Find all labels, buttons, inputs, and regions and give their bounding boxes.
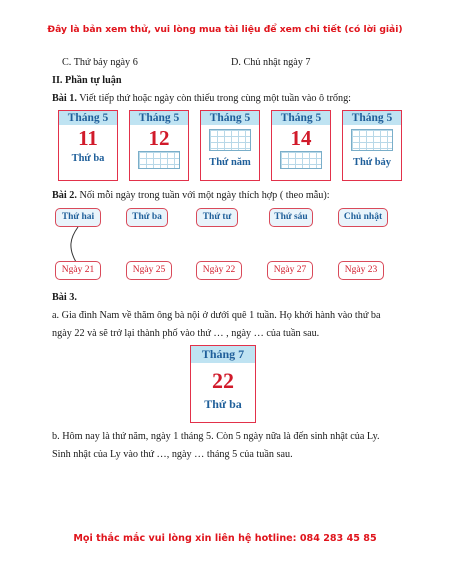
option-d: D. Chủ nhật ngày 7 <box>231 57 311 68</box>
bai1-label: Bài 1. <box>52 93 77 104</box>
card-month: Tháng 5 <box>201 111 259 125</box>
weekday-pill[interactable]: Thứ sáu <box>269 208 313 227</box>
bai3-label: Bài 3. <box>52 292 77 303</box>
card-day: Thứ bảy <box>352 157 392 168</box>
calendar-day: Thứ ba <box>204 397 242 411</box>
bai2-label: Bài 2. <box>52 190 77 201</box>
weekday-pill[interactable]: Thứ hai <box>55 208 101 227</box>
calendar-month: Tháng 7 <box>191 346 255 363</box>
preview-banner: Đây là bản xem thử, vui lòng mua tài liệu để xem chi tiết (có lời giải) <box>47 24 403 35</box>
weekday-pill[interactable]: Thứ tư <box>196 208 238 227</box>
weekday-pill[interactable]: Thứ ba <box>126 208 168 227</box>
hotline-footer: Mọi thắc mắc vui lòng xin liên hệ hotline: 084 283 45 85 <box>73 533 377 544</box>
bai3-b-line2: Sinh nhật của Ly vào thứ …, ngày … tháng 5 của tuần sau. <box>52 449 293 460</box>
date-pill[interactable]: Ngày 22 <box>196 261 242 280</box>
card-month: Tháng 5 <box>59 111 117 125</box>
card-day: Thứ ba <box>71 153 105 164</box>
bai3-b-line1: b. Hôm nay là thứ năm, ngày 1 tháng 5. Còn 5 ngày nữa là đến sinh nhật của Ly. <box>52 431 380 442</box>
date-pill[interactable]: Ngày 23 <box>338 261 384 280</box>
bai2-text: Nối mỗi ngày trong tuần với một ngày thích hợp ( theo mẫu): <box>79 190 330 201</box>
card-month: Tháng 5 <box>272 111 330 125</box>
date-pill[interactable]: Ngày 25 <box>126 261 172 280</box>
calendar-number: 22 <box>212 368 234 393</box>
card-month: Tháng 5 <box>343 111 401 125</box>
card-month: Tháng 5 <box>130 111 188 125</box>
bai1-text: Viết tiếp thứ hoặc ngày còn thiếu trong cùng một tuần vào ô trống: <box>79 93 352 104</box>
date-pill[interactable]: Ngày 27 <box>267 261 313 280</box>
card-number: 14 <box>290 126 312 150</box>
option-c: C. Thứ bảy ngày 6 <box>62 57 138 68</box>
section-title: II. Phần tự luận <box>52 75 122 86</box>
date-pill[interactable]: Ngày 21 <box>55 261 101 280</box>
card-number: 12 <box>148 126 170 150</box>
weekday-pill[interactable]: Chủ nhật <box>338 208 388 227</box>
bai3-a-line2: ngày 22 và sẽ trở lại thành phố vào thứ … , ngày … của tuần sau. <box>52 328 320 339</box>
card-number: 11 <box>78 126 98 150</box>
bai3-calendar <box>190 345 256 423</box>
card-day: Thứ năm <box>209 157 251 168</box>
bai3-a-line1: a. Gia đình Nam về thăm ông bà nội ở dưới quê 1 tuần. Họ khởi hành vào thứ ba <box>52 310 381 321</box>
